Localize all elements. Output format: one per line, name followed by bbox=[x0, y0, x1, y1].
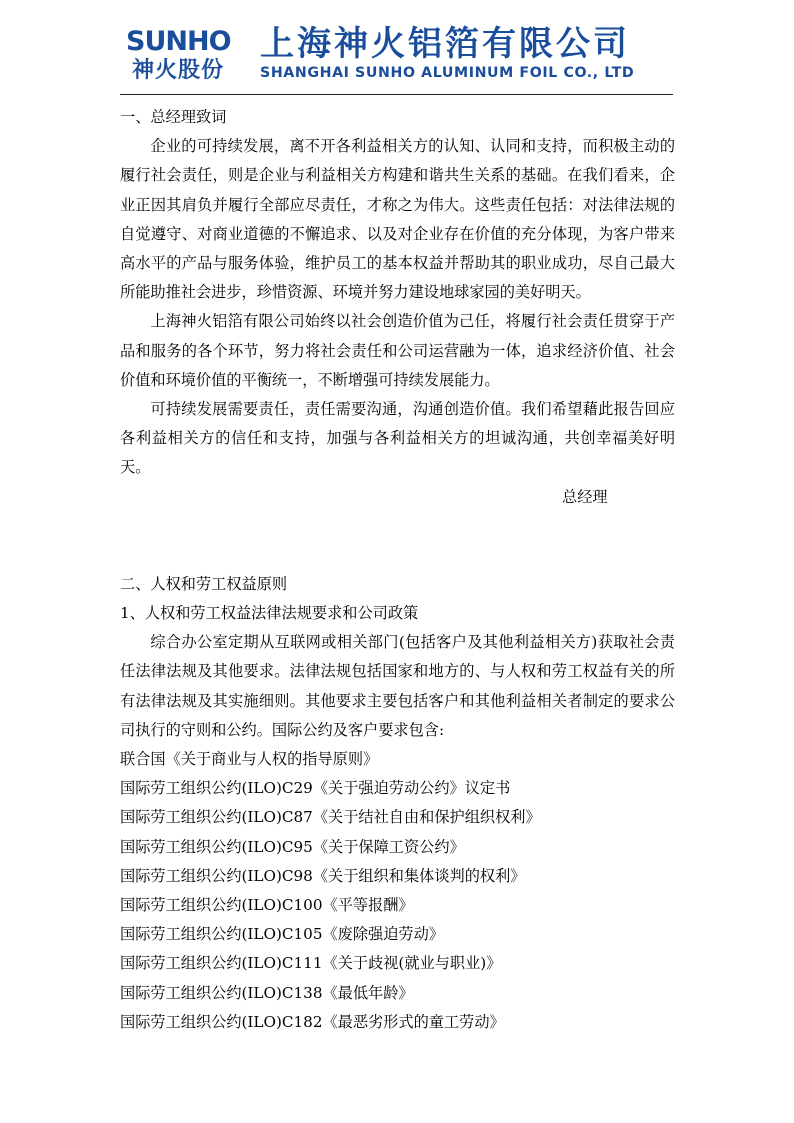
section-spacer bbox=[120, 512, 675, 570]
section-heading-2: 二、人权和劳工权益原则 bbox=[120, 574, 288, 593]
paragraph: 综合办公室定期从互联网或相关部门(包括客户及其他利益相关方)获取社会责任法律法规及其他要求。法律法规包括国家和地方的、与人权和劳工权益有关的所有法律法规及其实施细则。其他要求主要包括客户和其他利益相关者制定的要求公司执行的守则和公约。国际公约及客户要求包含: bbox=[120, 633, 675, 739]
company-logo bbox=[126, 26, 246, 86]
document-body bbox=[120, 103, 675, 1037]
list-item: 国际劳工组织公约(ILO)C100《平等报酬》 bbox=[120, 896, 414, 915]
paragraph: 企业的可持续发展，离不开各利益相关方的认知、认同和支持，而积极主动的履行社会责任，则是企业与利益相关方构建和谐共生关系的基础。在我们看来，企业正因其肩负并履行全部应尽责任，才称之为伟大。这些责任包括：对法律法规的自觉遵守、对商业道德的不懈追求、以及对企业存在价值的充分体现，为客户带来高水平的产品与服务体验，维护员工的基本权益并帮助其的职业成功，尽自己最大所能助推社会进步，珍惜资源、环境并努力建设地球家园的美好明天。 bbox=[120, 137, 675, 302]
logo-text-cn: 神火股份 bbox=[132, 58, 225, 83]
signature: 总经理 bbox=[562, 487, 608, 506]
list-item: 国际劳工组织公约(ILO)C111《关于歧视(就业与职业)》 bbox=[120, 954, 502, 973]
paragraph: 上海神火铝箔有限公司始终以社会创造价值为己任，将履行社会责任贯穿于产品和服务的各个环节，努力将社会责任和公司运营融为一体，追求经济价值、社会价值和环境价值的平衡统一，不断增强可持续发展能力。 bbox=[120, 312, 675, 389]
list-item: 国际劳工组织公约(ILO)C98《关于组织和集体谈判的权利》 bbox=[120, 866, 526, 885]
list-item: 国际劳工组织公约(ILO)C182《最恶劣形式的童工劳动》 bbox=[120, 1012, 505, 1031]
company-name-cn: 上海神火铝箔有限公司 bbox=[260, 24, 630, 64]
list-item: 国际劳工组织公约(ILO)C105《废除强迫劳动》 bbox=[120, 925, 444, 944]
list-item: 国际劳工组织公约(ILO)C29《关于强迫劳动公约》议定书 bbox=[120, 779, 511, 798]
list-item: 国际劳工组织公约(ILO)C87《关于结社自由和保护组织权利》 bbox=[120, 808, 541, 827]
page-header bbox=[120, 22, 673, 95]
section-heading-1: 一、总经理致词 bbox=[120, 108, 227, 126]
list-item: 国际劳工组织公约(ILO)C95《关于保障工资公约》 bbox=[120, 837, 465, 856]
logo-text-en: SUNHO bbox=[126, 26, 231, 57]
paragraph: 可持续发展需要责任，责任需要沟通，沟通创造价值。我们希望藉此报告回应各利益相关方的信任和支持，加强与各利益相关方的坦诚沟通，共创幸福美好明天。 bbox=[120, 400, 675, 477]
list-item: 联合国《关于商业与人权的指导原则》 bbox=[120, 750, 379, 769]
subsection-heading: 1、人权和劳工权益法律法规要求和公司政策 bbox=[120, 604, 419, 623]
company-name-en: SHANGHAI SUNHO ALUMINUM FOIL CO., LTD bbox=[260, 65, 635, 81]
list-item: 国际劳工组织公约(ILO)C138《最低年龄》 bbox=[120, 983, 414, 1002]
